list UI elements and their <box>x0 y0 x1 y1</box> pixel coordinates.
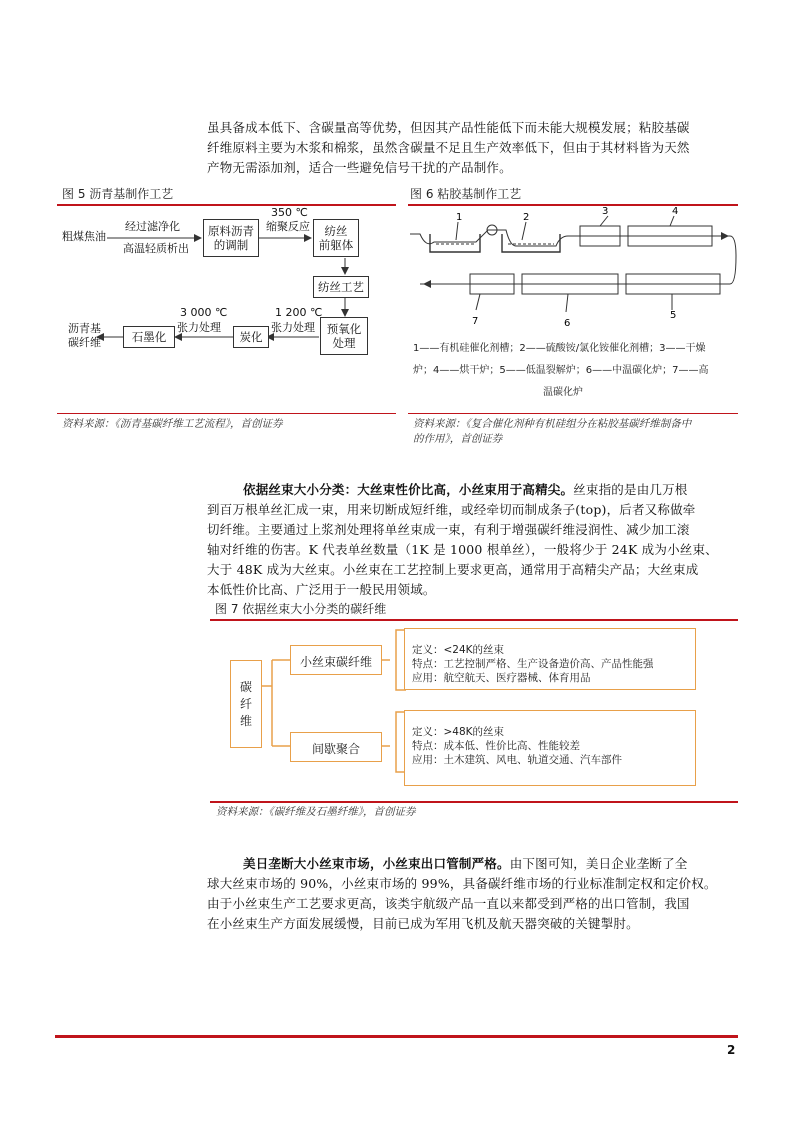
section2-line: 在小丝束生产方面发展缓慢，目前已成为军用飞机及航天器突破的关键掣肘。 <box>207 916 639 931</box>
fig5-temp3: 3 000 ℃ <box>180 306 228 319</box>
fig6-num-1: 1 <box>456 212 463 223</box>
fig6-legend-line: 1——有机硅催化剂槽；2——硫酸铵/氯化铵催化剂槽；3——干燥 <box>413 343 706 354</box>
fig5-tension1: 张力处理 <box>271 321 315 334</box>
fig6-num-2: 2 <box>523 212 530 223</box>
section1-paragraph <box>207 480 737 600</box>
fig5-source: 资料来源：《沥青基碳纤维工艺流程》，首创证券 <box>62 418 283 430</box>
section1-line: 本低性价比高、广泛用于一般民用领域。 <box>207 582 436 597</box>
fig6-title: 图 6 粘胶基制作工艺 <box>410 187 522 201</box>
fig5-step1-top: 经过滤净化 <box>125 220 180 233</box>
footer-rule <box>55 1035 738 1038</box>
section2-line: 由于小丝束生产工艺要求更高，该类宇航级产品一直以来都受到严格的出口管制，我国 <box>207 896 690 911</box>
fig5-pre-box: 纺丝 前躯体 <box>313 219 359 257</box>
fig6-diagram <box>410 206 738 336</box>
fig7-root-box: 碳 纤 维 <box>230 660 262 748</box>
fig7-small-box <box>290 645 382 675</box>
intro-line: 虽具备成本低下、含碳量高等优势，但因其产品性能低下而未能大规模发展；粘胶基碳 <box>207 120 690 135</box>
section2-heading: 美日垄断大小丝束市场，小丝束出口管制严格。 <box>243 856 510 871</box>
fig7-large-feat: 特点：成本低、性价比高、性能较差 <box>412 740 580 752</box>
fig7-large-label: 间歇聚合 <box>311 742 360 756</box>
fig7-small-feat: 特点：工艺控制严格、生产设备造价高、产品性能强 <box>412 658 654 670</box>
fig5-react: 缩聚反应 <box>266 220 310 233</box>
fig5-carb-box: 炭化 <box>233 326 269 348</box>
fig7-source: 资料来源：《碳纤维及石墨纤维》，首创证券 <box>216 806 416 818</box>
fig5-final: 沥青基 碳纤维 <box>68 322 101 349</box>
section2-paragraph <box>207 854 737 934</box>
page-number: 2 <box>727 1043 736 1057</box>
section1-line: 大于 48K 成为大丝束。小丝束在工艺控制上要求更高，通常用于高精尖产品；大丝束成 <box>207 562 699 577</box>
section1-line: 切纤维。主要通过上浆剂处理将单丝束成一束，有利于增强碳纤维浸润性、减少加工滚 <box>207 522 690 537</box>
fig6-bottom-rule <box>408 413 738 414</box>
fig6-num-3: 3 <box>602 206 609 217</box>
fig7-large-def: 定义：>48K的丝束 <box>412 726 505 738</box>
fig5-graph-box: 石墨化 <box>123 326 175 348</box>
intro-line: 产物无需添加剂，适合一些避免信号干扰的产品制作。 <box>207 160 512 175</box>
fig7-large-app: 应用：土木建筑、风电、轨道交通、汽车部件 <box>412 754 622 766</box>
fig7-bottom-rule <box>210 801 738 803</box>
section1-line: 到百万根单丝汇成一束，用来切断成短纤维，或经牵切而制成条子(top)，后者又称做牵 <box>207 502 696 517</box>
fig7-small-info <box>404 628 696 690</box>
fig6-num-4: 4 <box>672 206 679 217</box>
fig7-small-label: 小丝束碳纤维 <box>299 655 372 669</box>
fig5-oxid-box: 预氧化 处理 <box>320 317 368 355</box>
fig7-title: 图 7 依据丝束大小分类的碳纤维 <box>215 602 387 616</box>
fig5-temp1: 350 ℃ <box>271 206 308 219</box>
fig5-bottom-rule <box>57 413 396 414</box>
intro-paragraph <box>207 118 737 178</box>
fig6-legend <box>413 338 738 404</box>
fig5-step1-bottom: 高温轻质析出 <box>123 242 189 255</box>
fig7-small-def: 定义：<24K的丝束 <box>412 644 505 656</box>
fig6-legend-line: 炉；4——烘干炉；5——低温裂解炉；6——中温碳化炉；7——高 <box>413 365 709 376</box>
fig7-large-box <box>290 732 382 762</box>
fig7-large-info <box>404 710 696 786</box>
fig5-mix-box: 原料沥青 的调制 <box>203 219 259 257</box>
fig7-small-app: 应用：航空航天、医疗器械、体育用品 <box>412 672 591 684</box>
fig6-source: 资料来源：《复合催化剂种有机硅组分在粘胶基碳纤维制备中 的作用》，首创证券 <box>413 418 692 445</box>
section2-line: 美日垄断大小丝束市场，小丝束出口管制严格。由下图可知，美日企业垄断了全 <box>243 856 688 871</box>
fig5-temp2: 1 200 ℃ <box>275 306 323 319</box>
fig6-num-6: 6 <box>564 318 571 329</box>
fig5-tension2: 张力处理 <box>177 321 221 334</box>
section1-line: 轴对纤维的伤害。K 代表单丝数量（1K 是 1000 根单丝），一般将少于 24K 成为小丝束、 <box>207 542 718 557</box>
section1-line: 依据丝束大小分类：大丝束性价比高，小丝束用于高精尖。丝束指的是由几万根 <box>243 482 688 497</box>
fig6-num-5: 5 <box>670 310 677 321</box>
intro-line: 纤维原料主要为木浆和棉浆，虽然含碳量不足且生产效率低下，但由于其材料皆为天然 <box>207 140 690 155</box>
section2-line: 球大丝束市场的 90%，小丝束市场的 99%，具备碳纤维市场的行业标准制定权和定价权。 <box>207 876 717 891</box>
fig6-legend-line: 温碳化炉 <box>543 387 583 398</box>
fig5-title: 图 5 沥青基制作工艺 <box>62 187 174 201</box>
fig6-num-7: 7 <box>472 316 479 327</box>
fig5-spin-box: 纺丝工艺 <box>313 276 369 298</box>
section1-heading: 依据丝束大小分类：大丝束性价比高，小丝束用于高精尖。 <box>243 482 574 497</box>
fig5-raw: 粗煤焦油 <box>62 230 106 243</box>
